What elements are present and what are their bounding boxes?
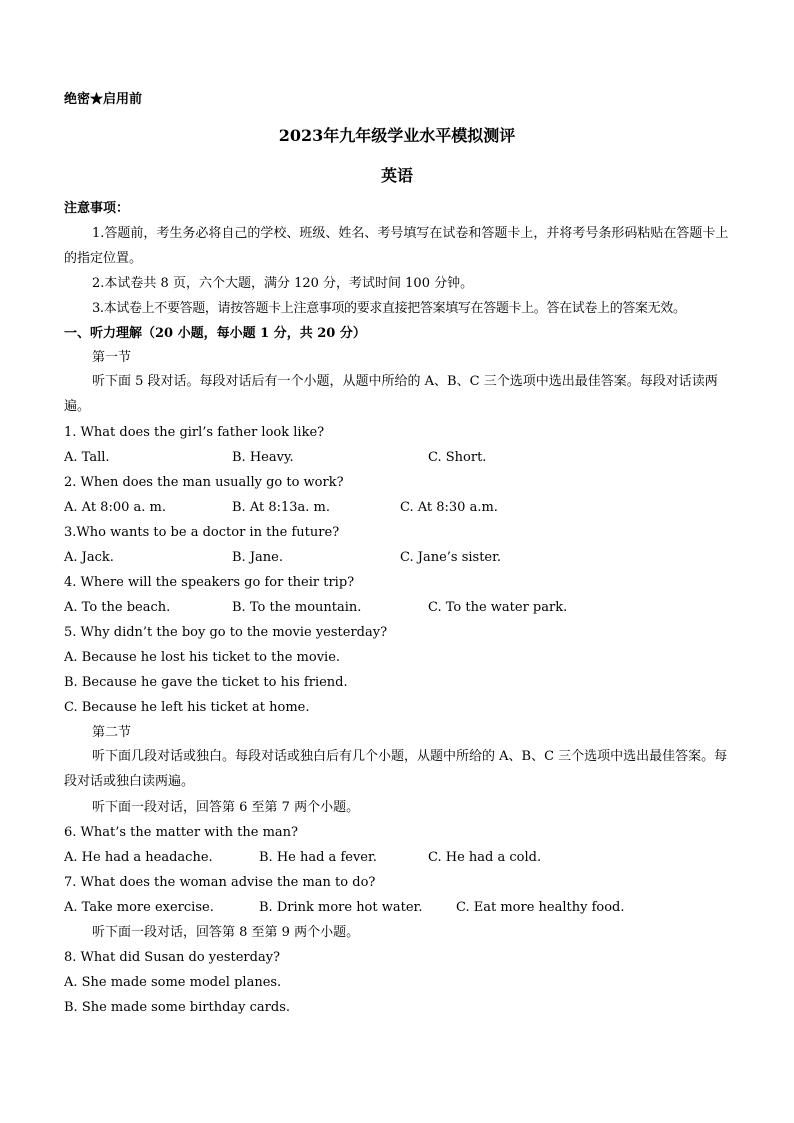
option-a: A. At 8:00 a. m. (64, 500, 166, 515)
question-2: 2. When does the man usually go to work? (64, 475, 344, 490)
option-b: B. To the mountain. (232, 600, 362, 615)
option-b: B. He had a fever. (259, 850, 377, 865)
section2-label: 第二节 (92, 725, 132, 740)
option-a: A. He had a headache. (64, 850, 213, 865)
question-3: 3.Who wants to be a doctor in the future? (64, 525, 340, 540)
option-b: B. Drink more hot water. (259, 900, 423, 915)
option-b: B. Heavy. (232, 450, 294, 465)
note-item-3: 3.本试卷上不要答题，请按答题卡上注意事项的要求直接把答案填写在答题卡上。答在试卷上的答案无效。 (92, 301, 686, 316)
question-5-option-a: A. Because he lost his ticket to the movie. (64, 650, 341, 665)
question-8: 8. What did Susan do yesterday? (64, 950, 281, 965)
option-a: A. Take more exercise. (64, 900, 214, 915)
note-item-1: 1.答题前，考生务必将自己的学校、班级、姓名、考号填写在试卷和答题卡上，并将考号条形码粘贴在答题卡上的指定位置。 (64, 226, 729, 266)
question-7: 7. What does the woman advise the man to do? (64, 875, 376, 890)
confidential-label: 绝密★启用前 (64, 92, 143, 107)
part1-heading: 一、听力理解（20 小题，每小题 1 分，共 20 分） (64, 326, 366, 341)
option-c: C. Short. (428, 450, 487, 465)
question-1: 1. What does the girl’s father look like? (64, 425, 325, 440)
option-a: A. Tall. (64, 450, 110, 465)
option-a: A. Jack. (64, 550, 114, 565)
section1-label: 第一节 (92, 350, 132, 365)
prompt-8-9: 听下面一段对话，回答第 8 至第 9 两个小题。 (92, 925, 360, 940)
question-8-option-a: A. She made some model planes. (64, 975, 282, 990)
option-c: C. He had a cold. (428, 850, 542, 865)
option-b: B. At 8:13a. m. (232, 500, 331, 515)
question-5: 5. Why didn’t the boy go to the movie yesterday? (64, 625, 388, 640)
option-c: C. At 8:30 a.m. (400, 500, 498, 515)
option-a: A. To the beach. (64, 600, 171, 615)
question-5-option-b: B. Because he gave the ticket to his friend. (64, 675, 348, 690)
option-b: B. Jane. (232, 550, 283, 565)
section1-instruction: 听下面 5 段对话。每段对话后有一个小题，从题中所给的 A、B、C 三个选项中选出最佳答案。每段对话读两遍。 (64, 374, 718, 414)
section2-instruction: 听下面几段对话或独白。每段对话或独白后有几个小题，从题中所给的 A、B、C 三个选项中选出最佳答案。每段对话或独白读两遍。 (64, 749, 728, 789)
subject-title: 英语 (380, 166, 413, 185)
note-item-2: 2.本试卷共 8 页，六个大题，满分 120 分，考试时间 100 分钟。 (92, 276, 474, 291)
question-6: 6. What’s the matter with the man? (64, 825, 299, 840)
option-c: C. To the water park. (428, 600, 568, 615)
prompt-6-7: 听下面一段对话，回答第 6 至第 7 两个小题。 (92, 800, 360, 815)
question-8-option-b: B. She made some birthday cards. (64, 1000, 291, 1015)
question-4: 4. Where will the speakers go for their trip? (64, 575, 355, 590)
option-c: C. Eat more healthy food. (456, 900, 625, 915)
exam-title: 2023年九年级学业水平模拟测评 (278, 126, 516, 145)
question-5-option-c: C. Because he left his ticket at home. (64, 700, 310, 715)
option-c: C. Jane’s sister. (400, 550, 502, 565)
notes-heading: 注意事项： (64, 201, 130, 216)
